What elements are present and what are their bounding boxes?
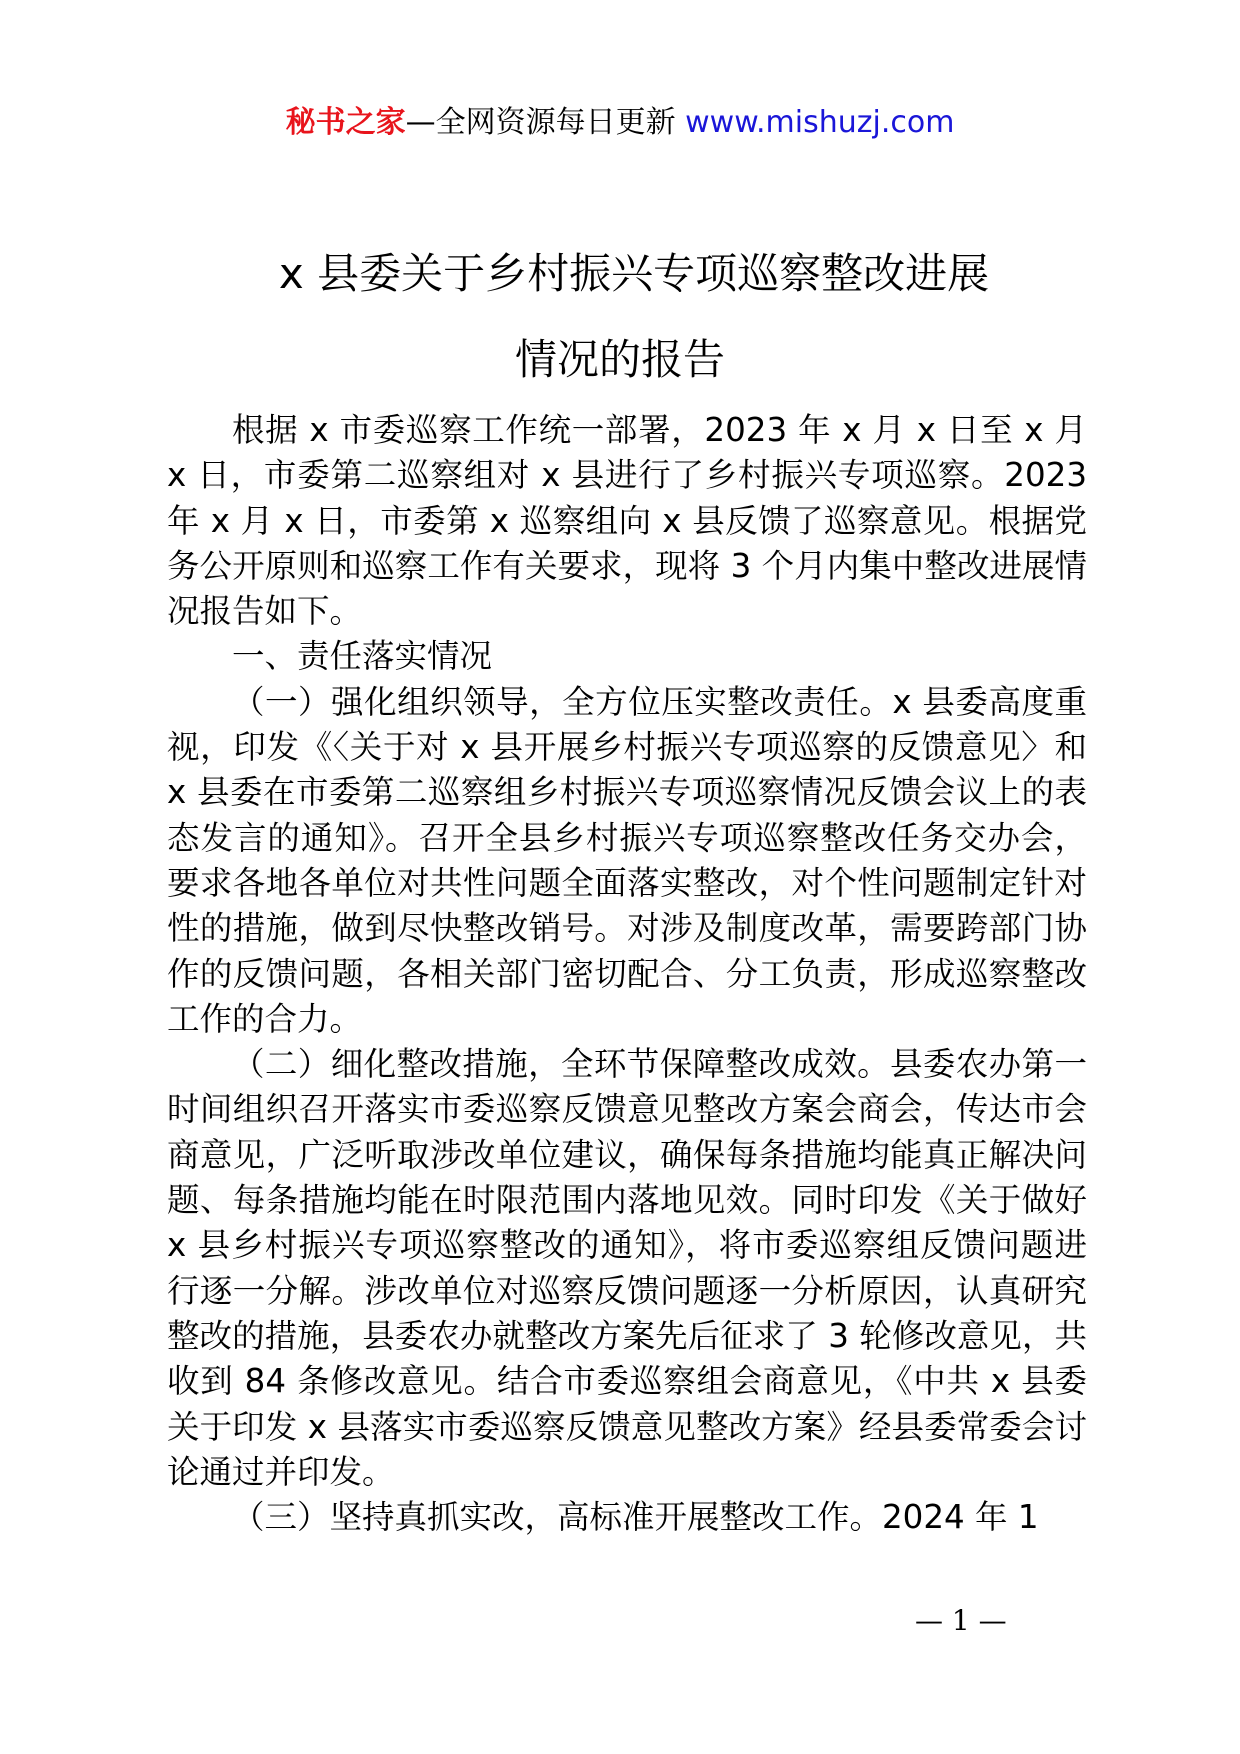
site-brand: 秘书之家: [285, 105, 406, 140]
site-slogan: —全网资源每日更新: [405, 105, 686, 140]
document-title-line-1: x 县委关于乡村振兴专项巡察整改进展: [278, 249, 990, 298]
paragraph-item-1: （一）强化组织领导，全方位压实整改责任。x 县委高度重视，印发《〈关于对 x 县开展乡村振兴专项巡察的反馈意见〉和 x 县委在市委第二巡察组乡村振兴专项巡察情况反馈会议上的表态发言的通知》。召开全县乡村振兴专项巡察整改任务交办会，要求各地各单位对共性问题全面落实整改，对个性问题制定针对性的措施，做到尽快整改销号。对涉及制度改革，需要跨部门协作的反馈问题，各相关部门密切配合、分工负责，形成巡察整改工作的合力。: [167, 682, 1087, 1038]
section-heading-1: 一、责任落实情况: [232, 637, 493, 676]
page-number: — 1 —: [915, 1604, 1007, 1637]
paragraph-item-2: （二）细化整改措施，全环节保障整改成效。县委农办第一时间组织召开落实市委巡察反馈意见整改方案会商会，传达市会商意见，广泛听取涉改单位建议，确保每条措施均能真正解决问题、每条措施均能在时限范围内落地见效。同时印发《关于做好 x 县乡村振兴专项巡察整改的通知》，将市委巡察组反馈问题进行逐一分解。涉改单位对巡察反馈问题逐一分析原因，认真研究整改的措施，县委农办就整改方案先后征求了 3 轮修改意见，共收到 84 条修改意见。结合市委巡察组会商意见，《中共 x 县委关于印发 x 县落实市委巡察反馈意见整改方案》经县委常委会讨论通过并印发。: [167, 1045, 1087, 1491]
document-body: [167, 408, 1087, 1540]
site-header: [0, 98, 1240, 148]
paragraph-item-3: （三）坚持真抓实改，高标准开展整改工作。2024 年 1: [232, 1498, 1039, 1537]
intro-paragraph: 根据 x 市委巡察工作统一部署，2023 年 x 月 x 日至 x 月 x 日，市委第二巡察组对 x 县进行了乡村振兴专项巡察。2023 年 x 月 x 日，市委第 x 巡察组向 x 县反馈了巡察意见。根据党务公开原则和巡察工作有关要求，现将 3 个月内集中整改进展情况报告如下。: [167, 411, 1087, 631]
document-title-line-2: 情况的报告: [514, 335, 725, 384]
site-url-link[interactable]: www.mishuzj.com: [685, 105, 955, 140]
